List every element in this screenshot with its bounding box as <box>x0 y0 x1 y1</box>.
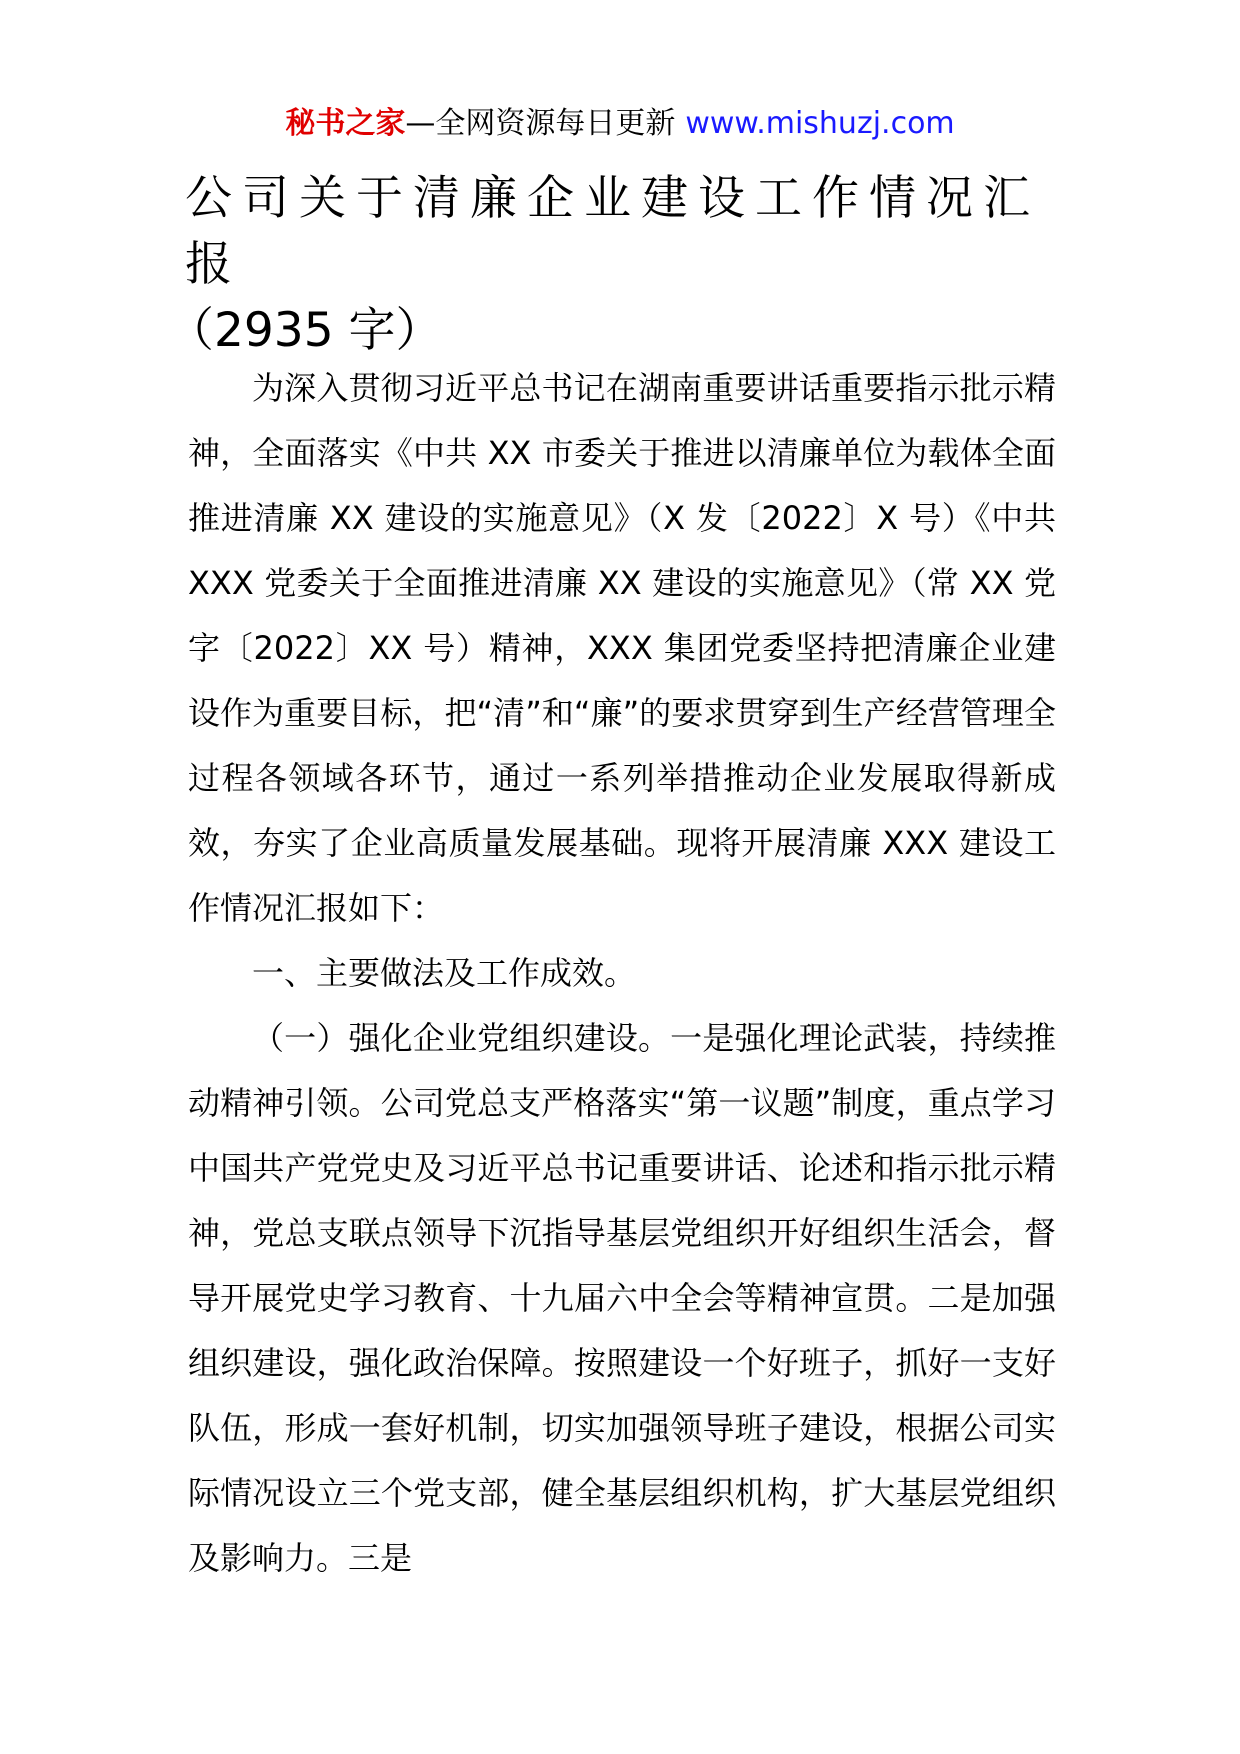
intro-paragraph: 为深入贯彻习近平总书记在湖南重要讲话重要指示批示精神，全面落实《中共 XX 市委关于推进以清廉单位为载体全面推进清廉 XX 建设的实施意见》（X 发〔2022〕X 号）《中共 XXX 党委关于全面推进清廉 XX 建设的实施意见》（常 XX 党字〔2022〕XX 号）精神，XXX 集团党委坚持把清廉企业建设作为重要目标，把“清”和“廉”的要求贯穿到生产经营管理全过程各领域各环节，通过一系列举措推动企业发展取得新成效，夯实了企业高质量发展基础。现将开展清廉 XXX 建设工作情况汇报如下： <box>188 369 1056 927</box>
document-body <box>188 356 1056 1591</box>
section-heading: 一、主要做法及工作成效。 <box>252 954 637 992</box>
site-url-link[interactable]: www.mishuzj.com <box>685 106 955 141</box>
site-header <box>0 104 1240 144</box>
document-title-text: 公司关于清廉企业建设工作情况汇报 <box>185 171 1040 292</box>
header-tagline: —全网资源每日更新 <box>405 106 676 141</box>
body-paragraph: （一）强化企业党组织建设。一是强化理论武装，持续推动精神引领。公司党总支严格落实“第一议题”制度，重点学习中国共产党党史及习近平总书记重要讲话、论述和指示批示精神，党总支联点领导下沉指导基层党组织开好组织生活会，督导开展党史学习教育、十九届六中全会等精神宣贯。二是加强组织建设，强化政治保障。按照建设一个好班子，抓好一支好队伍，形成一套好机制，切实加强领导班子建设，根据公司实际情况设立三个党支部，健全基层组织机构，扩大基层党组织及影响力。三是 <box>188 1019 1056 1577</box>
document-title-word-count: （2935 字） <box>167 303 443 358</box>
document-title <box>167 166 1065 364</box>
brand-name: 秘书之家 <box>285 106 406 141</box>
